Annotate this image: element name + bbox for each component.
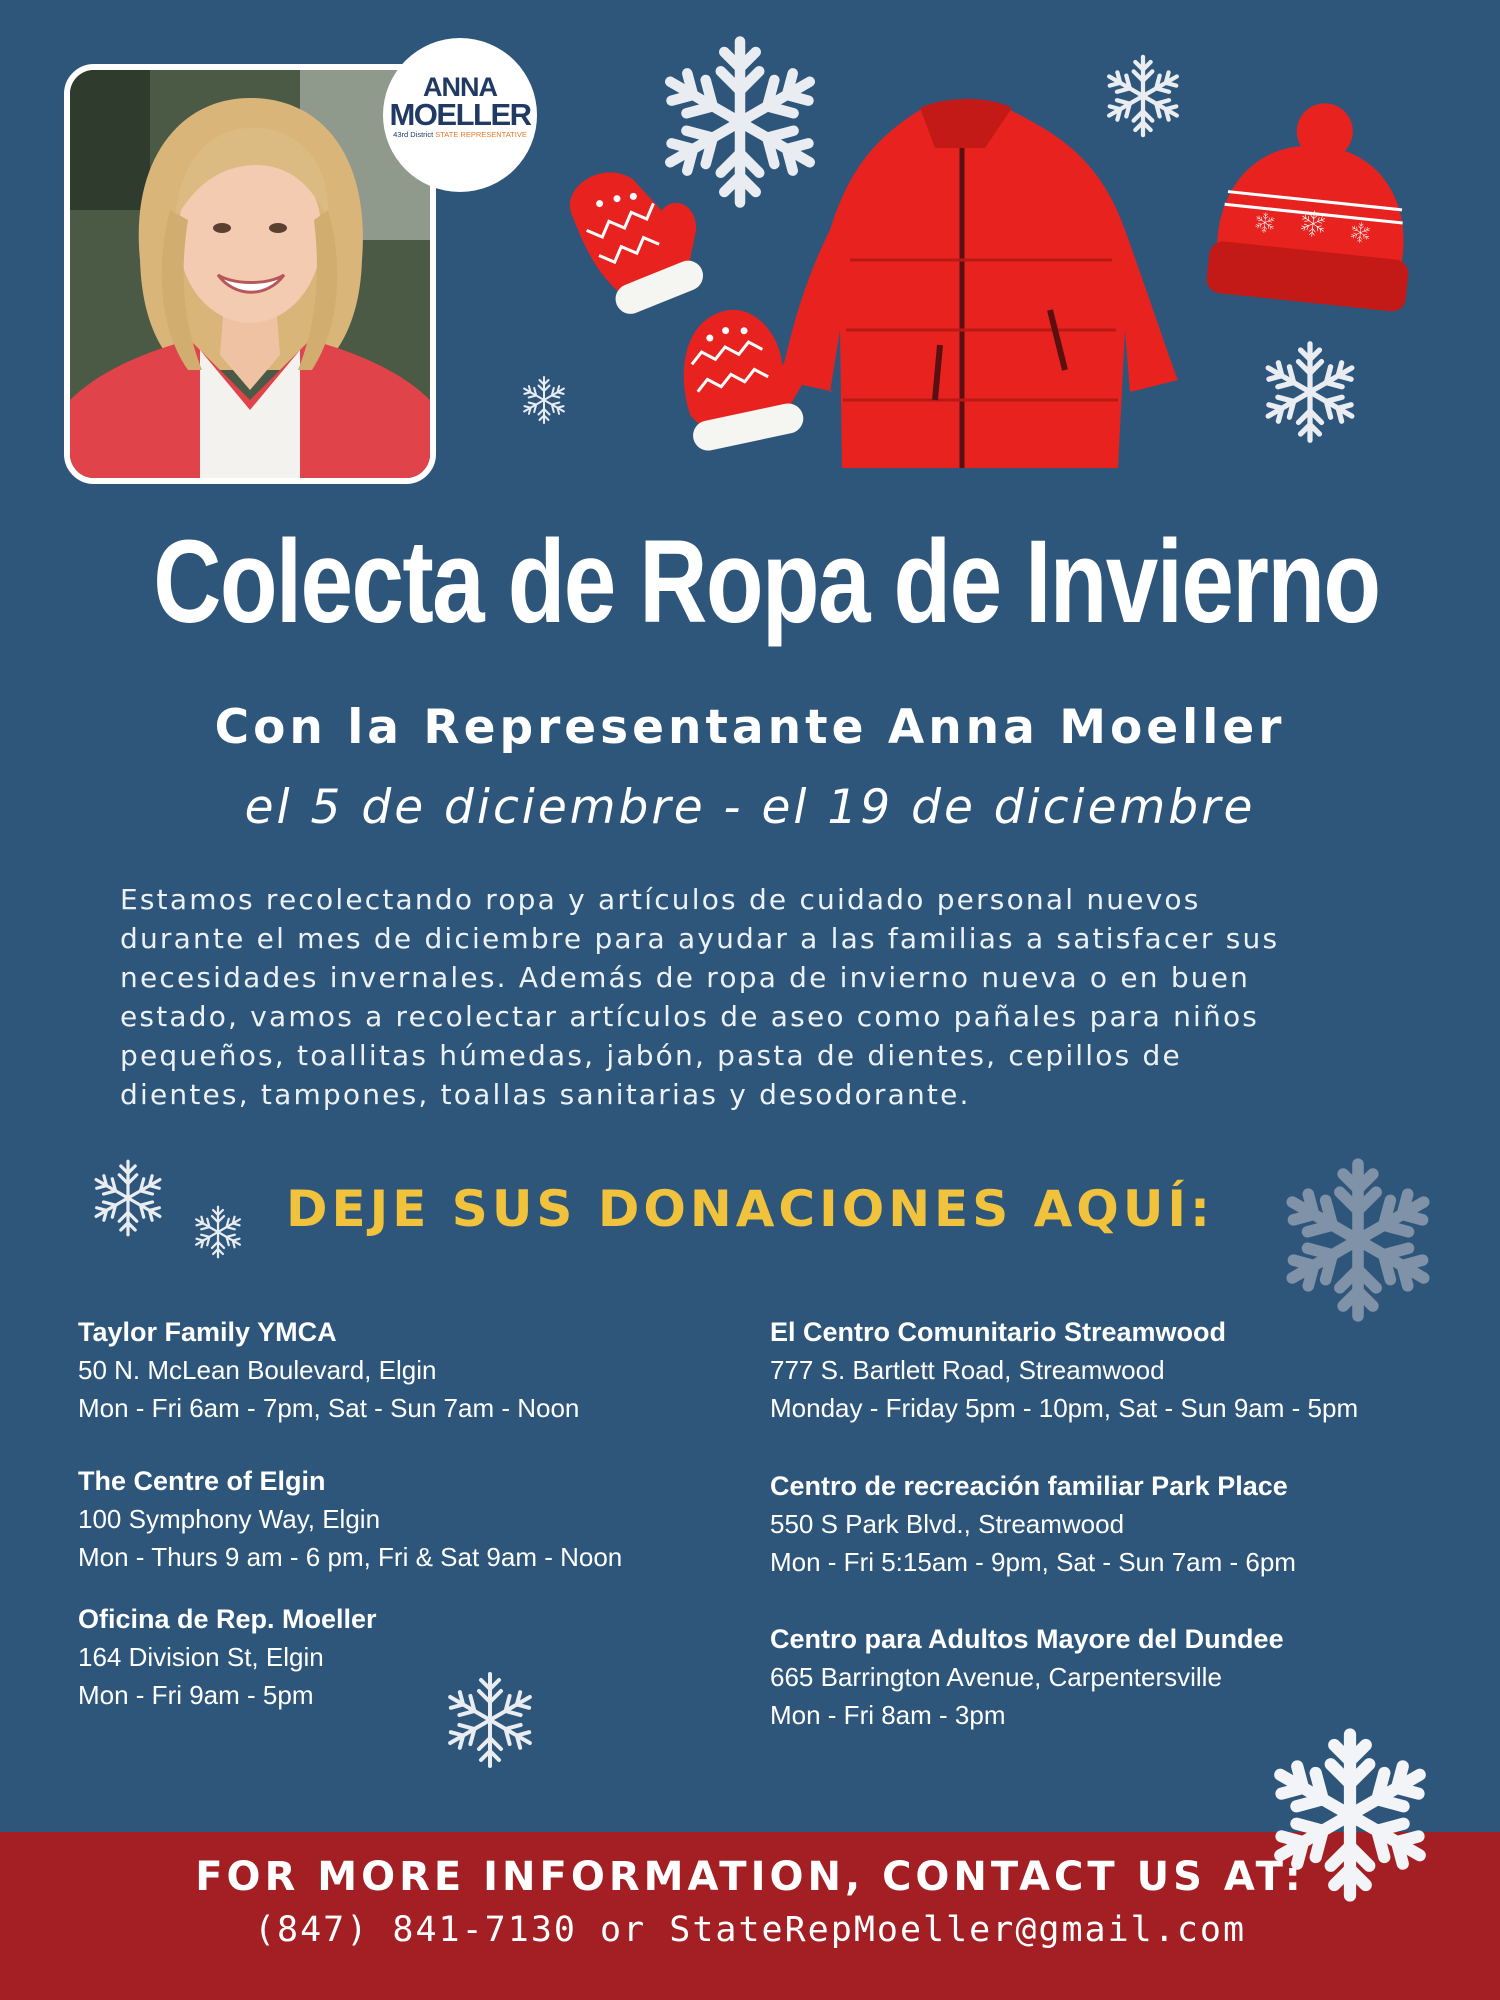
snowflake-icon xyxy=(661,42,820,203)
page-title: Colecta de Ropa de Invierno xyxy=(153,516,1380,648)
location-name: Oficina de Rep. Moeller xyxy=(78,1604,377,1634)
location-address: 50 N. McLean Boulevard, Elgin xyxy=(78,1355,437,1385)
footer-heading: FOR MORE INFORMATION, CONTACT US AT: xyxy=(195,1854,1305,1900)
corner-snowflake xyxy=(1250,1715,1450,1915)
logo-line-2: MOELLER xyxy=(389,97,531,132)
beanie-icon xyxy=(1205,93,1425,313)
location-address: 777 S. Bartlett Road, Streamwood xyxy=(770,1355,1165,1385)
location-name: Centro de recreación familiar Park Place xyxy=(770,1471,1288,1501)
location-hours: Mon - Fri 8am - 3pm xyxy=(770,1700,1006,1730)
location-hours: Mon - Fri 9am - 5pm xyxy=(78,1680,314,1710)
logo-line-1: ANNA xyxy=(423,72,497,102)
location-address: 665 Barrington Avenue, Carpentersville xyxy=(770,1662,1222,1692)
location-address: 164 Division St, Elgin xyxy=(78,1642,324,1672)
location-address: 100 Symphony Way, Elgin xyxy=(78,1504,381,1534)
location-name: The Centre of Elgin xyxy=(78,1466,326,1496)
location-hours: Mon - Thurs 9 am - 6 pm, Fri & Sat 9am - Noon xyxy=(78,1542,623,1572)
location-address: 550 S Park Blvd., Streamwood xyxy=(770,1509,1125,1539)
jacket-icon xyxy=(780,99,1178,468)
drop-off-heading: DEJE SUS DONACIONES AQUÍ: xyxy=(285,1180,1215,1238)
location-park-place xyxy=(770,1467,1470,1581)
snowflake-icon xyxy=(1262,344,1357,441)
date-range: el 5 de diciembre - el 19 de diciembre xyxy=(244,780,1256,835)
subtitle: Con la Representante Anna Moeller xyxy=(214,700,1286,755)
location-hours: Mon - Fri 5:15am - 9pm, Sat - Sun 7am - 6pm xyxy=(770,1547,1296,1577)
mitten-icon xyxy=(561,147,719,322)
description-paragraph: Estamos recolectando ropa y artículos de cuidado personal nuevos durante el mes de diciembre para ayudar a las familias a satisfacer sus necesidades invernales. Además de ropa de invierno nueva o en buen estado, vamos a recolectar artículos de aseo como pañales para niños pequeños, toallitas húmedas, jabón, pasta de dientes, cepillos de dientes, tampones, toallas sanitarias y desodorante. xyxy=(120,883,1280,1111)
location-name: Taylor Family YMCA xyxy=(78,1317,337,1347)
location-hours: Monday - Friday 5pm - 10pm, Sat - Sun 9am - 5pm xyxy=(770,1393,1359,1423)
snowflake-icon xyxy=(521,377,566,423)
logo-role: STATE REPRESENTATIVE xyxy=(435,130,527,139)
snowflake-icon xyxy=(1271,1735,1430,1896)
footer-contact: (847) 841-7130 or StateRepMoeller@gmail.com xyxy=(253,1910,1247,1950)
location-name: Centro para Adultos Mayore del Dundee xyxy=(770,1624,1284,1654)
location-hours: Mon - Fri 6am - 7pm, Sat - Sun 7am - Noon xyxy=(78,1393,580,1423)
logo-district: 43rd District xyxy=(393,130,434,139)
location-centre-of-elgin xyxy=(78,1462,718,1576)
snowflake-icon xyxy=(1104,57,1181,135)
location-rep-office xyxy=(78,1600,718,1714)
location-name: El Centro Comunitario Streamwood xyxy=(770,1317,1227,1347)
winter-illustrations xyxy=(0,0,1500,500)
location-taylor-ymca xyxy=(78,1313,718,1427)
location-streamwood-community xyxy=(770,1313,1470,1427)
